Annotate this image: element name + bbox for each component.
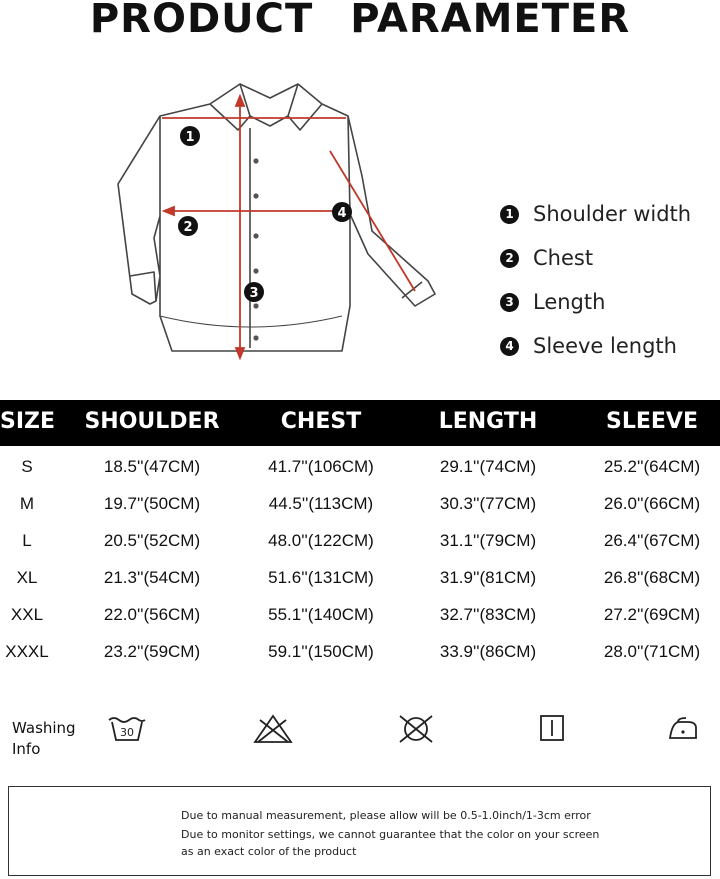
washing-label-line2: Info [12,740,41,758]
marker-1: 1 [185,130,195,145]
washing-label-line1: Washing [12,719,76,737]
wash-30-icon [106,712,148,746]
legend-number: 2 [500,249,519,268]
length-cell: 31.9''(81CM) [439,568,537,587]
legend-number: 4 [500,337,519,356]
size-cell: L [22,531,32,550]
marker-2: 2 [183,220,193,235]
shoulder-cell: 18.5''(47CM) [103,457,201,476]
sleeve-cell: 25.2''(64CM) [603,457,701,476]
do-not-bleach-icon [252,712,294,746]
legend-number: 1 [500,205,519,224]
chest-cell: 59.1''(150CM) [268,642,374,661]
washing-info-label [12,718,76,760]
chest-cell: 55.1''(140CM) [268,605,374,624]
table-row [0,524,720,561]
sleeve-cell: 26.4''(67CM) [603,531,701,550]
sleeve-cell: 27.2''(69CM) [603,605,701,624]
size-cell: S [21,457,33,476]
marker-3: 3 [249,286,259,301]
legend-item-length [500,280,691,324]
measurement-legend [500,192,691,368]
size-cell: XXXL [5,642,49,661]
legend-item-shoulder [500,192,691,236]
table-row [0,561,720,598]
sleeve-cell: 26.8''(68CM) [603,568,701,587]
legend-label: Shoulder width [533,202,692,226]
shoulder-cell: 19.7''(50CM) [103,494,201,513]
chest-cell: 51.6''(131CM) [268,568,374,587]
notice-line-3: as an exact color of the product [181,845,357,858]
marker-4: 4 [337,206,347,221]
size-table-header [0,400,720,446]
table-row [0,598,720,635]
do-not-tumble-dry-icon [396,712,436,746]
page-title: PRODUCT PARAMETER [89,0,631,42]
measurement-notice [8,786,711,876]
legend-number: 3 [500,293,519,312]
length-cell: 29.1''(74CM) [439,457,537,476]
chest-cell: 44.5''(113CM) [268,494,374,513]
legend-label: Length [533,290,606,314]
shirt-diagram [110,76,450,366]
header-size: SIZE [0,409,56,434]
header-shoulder: SHOULDER [84,409,220,434]
length-cell: 31.1''(79CM) [439,531,537,550]
legend-label: Sleeve length [533,334,677,358]
length-cell: 33.9''(86CM) [439,642,537,661]
table-row [0,635,720,672]
shoulder-cell: 21.3''(54CM) [103,568,201,587]
notice-line-2: Due to monitor settings, we cannot guarantee that the color on your screen [181,828,600,841]
header-sleeve: SLEEVE [606,409,698,434]
notice-line-1: Due to manual measurement, please allow will be 0.5-1.0inch/1-3cm error [181,809,591,822]
table-row [0,450,720,487]
drip-dry-icon [538,712,566,746]
size-cell: XL [16,568,38,587]
table-row [0,487,720,524]
size-cell: XXL [10,605,44,624]
length-cell: 32.7''(83CM) [439,605,537,624]
header-length: LENGTH [438,409,538,434]
legend-item-sleeve [500,324,691,368]
chest-cell: 41.7''(106CM) [268,457,374,476]
wash-temperature: 30 [120,726,134,739]
shoulder-cell: 20.5''(52CM) [103,531,201,550]
header-chest: CHEST [280,409,362,434]
size-table-body [0,450,720,672]
sleeve-cell: 26.0''(66CM) [603,494,701,513]
legend-label: Chest [533,246,594,270]
iron-low-icon [666,712,700,746]
sleeve-cell: 28.0''(71CM) [603,642,701,661]
chest-cell: 48.0''(122CM) [268,531,374,550]
shoulder-cell: 22.0''(56CM) [103,605,201,624]
length-cell: 30.3''(77CM) [439,494,537,513]
shoulder-cell: 23.2''(59CM) [103,642,201,661]
size-cell: M [19,494,35,513]
legend-item-chest [500,236,691,280]
